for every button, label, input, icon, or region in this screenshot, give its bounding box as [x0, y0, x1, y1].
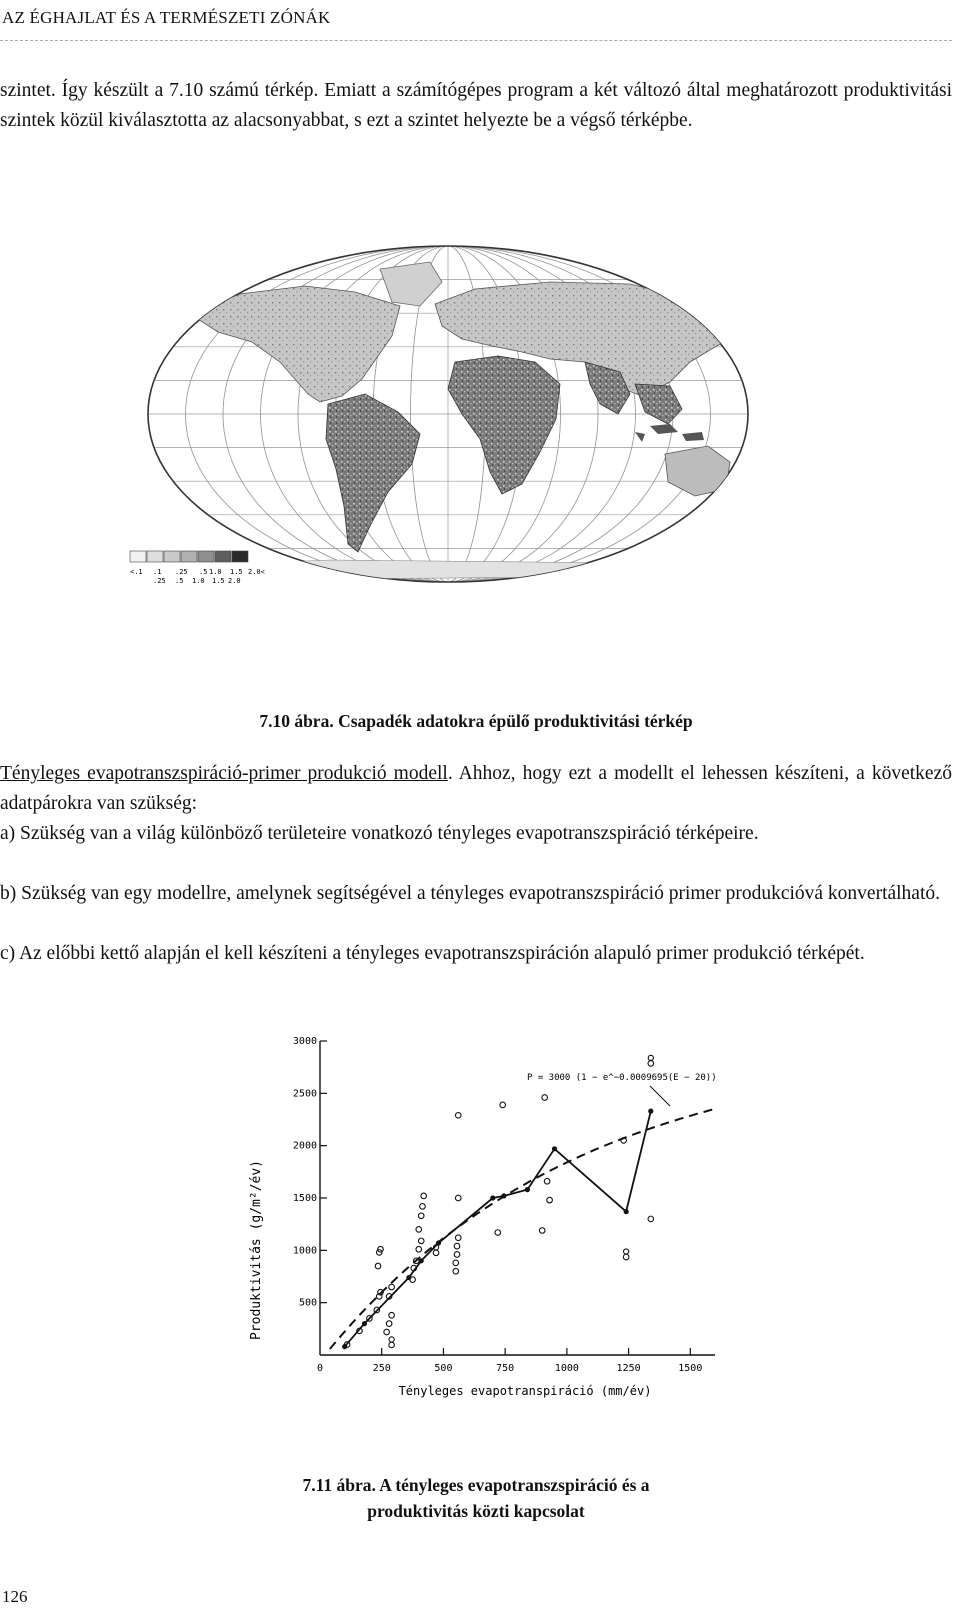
stacked-point-marker — [624, 1249, 629, 1254]
legend-label: <.1 — [130, 568, 143, 576]
legend-label: 1.5 — [212, 577, 225, 585]
line-point — [490, 1195, 495, 1200]
x-tick-label: 750 — [496, 1363, 515, 1374]
legend-swatch — [198, 551, 214, 562]
scatter-point — [410, 1277, 416, 1283]
line-point — [362, 1321, 367, 1326]
stacked-point-marker — [623, 1254, 629, 1260]
legend-label: .25 — [175, 568, 188, 576]
chart-ticks — [293, 1036, 702, 1374]
y-tick-label: 1500 — [292, 1193, 317, 1204]
x-tick-label: 500 — [434, 1363, 453, 1374]
legend-label: 2.0 — [228, 577, 241, 585]
scatter-point — [454, 1252, 460, 1258]
line-point — [501, 1193, 506, 1198]
header-title: AZ ÉGHAJLAT ÉS A TERMÉSZETI ZÓNÁK — [2, 8, 331, 27]
scatter-point — [416, 1227, 422, 1233]
figure-7-11-caption-line2: produktivitás közti kapcsolat — [367, 1501, 585, 1521]
legend-swatch — [164, 551, 180, 562]
x-tick-label: 1500 — [678, 1363, 703, 1374]
scatter-point — [418, 1238, 424, 1244]
scatter-point — [418, 1213, 424, 1219]
stacked-point-marker — [389, 1342, 395, 1348]
y-tick-label: 500 — [298, 1297, 317, 1309]
scatter-point — [648, 1216, 654, 1222]
model-title: Tényleges evapotranszspiráció-primer produkció modell — [0, 763, 448, 784]
running-header — [0, 4, 960, 42]
requirement-item-c: c) Az előbbi kettő alapján el kell készíteni a tényleges evapotranszspiráción alapuló primer produkció térképét. — [0, 943, 865, 964]
line-point — [648, 1109, 653, 1114]
productivity-legend — [130, 551, 265, 585]
x-axis-label: Tényleges evapotranspiráció (mm/év) — [398, 1384, 652, 1398]
y-tick-label: 3000 — [292, 1036, 317, 1047]
stacked-point-marker — [433, 1250, 439, 1256]
scatter-point — [389, 1312, 395, 1318]
scatter-point — [384, 1329, 390, 1335]
page-number: 126 — [2, 1587, 28, 1606]
formula-pointer — [650, 1086, 670, 1106]
scatter-point — [500, 1102, 506, 1108]
scatter-point — [416, 1246, 422, 1252]
y-tick-label: 1000 — [292, 1245, 317, 1257]
legend-swatch — [130, 551, 146, 562]
line-point — [552, 1146, 557, 1151]
scatter-point — [455, 1195, 461, 1201]
data-points — [344, 1055, 653, 1347]
africa — [448, 356, 560, 494]
requirement-item-a: a) Szükség van a világ különböző területeire vonatkozó tényleges evapotranszspiráció térképeire. — [0, 823, 759, 844]
indonesia-islands — [635, 424, 704, 442]
south-america — [326, 394, 420, 552]
scatter-point — [495, 1230, 501, 1236]
scatter-point — [454, 1243, 460, 1249]
scatter-point — [420, 1204, 426, 1210]
legend-swatch — [147, 551, 163, 562]
scatter-point — [539, 1228, 545, 1234]
model-curve — [330, 1109, 715, 1349]
scatter-point — [421, 1193, 427, 1199]
productivity-chart — [230, 1036, 730, 1445]
scatter-point — [455, 1113, 461, 1119]
greenland — [380, 262, 442, 306]
legend-label: .5 — [199, 568, 208, 576]
x-tick-label: 250 — [372, 1363, 391, 1374]
stacked-point-marker — [648, 1061, 654, 1067]
scatter-point — [455, 1235, 461, 1241]
stacked-point-marker — [648, 1055, 653, 1060]
figure-7-10-caption: 7.10 ábra. Csapadék adatokra épülő produktivitási térkép — [259, 711, 693, 731]
y-tick-label: 2500 — [292, 1088, 317, 1100]
x-tick-label: 0 — [316, 1363, 324, 1374]
scatter-point — [544, 1178, 550, 1184]
x-tick-label: 1250 — [616, 1363, 641, 1374]
intro-paragraph: szintet. Így készült a 7.10 számú térkép. Emiatt a számítógépes program a két változó által meghatározott produktivitási szintek közül kiválasztotta az alacsonyabbat, s ezt a szintet helyezte be a végső térképbe. — [0, 80, 952, 131]
legend-swatch — [215, 551, 231, 562]
line-point — [525, 1187, 530, 1192]
legend-label: 1.5 — [230, 568, 243, 576]
legend-label: 1.0 — [192, 577, 205, 585]
scatter-point — [375, 1263, 381, 1269]
scatter-point — [547, 1197, 553, 1203]
legend-label: 2.0< — [248, 568, 265, 576]
x-tick-label: 1000 — [554, 1363, 579, 1374]
figure-7-11-caption-line1: 7.11 ábra. A tényleges evapotranszspiráció és a — [302, 1475, 650, 1495]
legend-swatch — [232, 551, 248, 562]
scatter-point — [386, 1321, 392, 1327]
y-tick-label: 2000 — [292, 1140, 317, 1152]
stacked-point-marker — [389, 1337, 394, 1342]
header-divider — [0, 40, 952, 41]
model-formula: P = 3000 (1 − e^−0.0009695(E − 20)) — [527, 1073, 717, 1083]
australia — [665, 446, 730, 496]
legend-label: .1 — [153, 568, 162, 576]
legend-label: .5 — [175, 577, 184, 585]
requirement-item-b: b) Szükség van egy modellre, amelynek segítségével a tényleges evapotranszspiráció primer produkcióvá konvertálható. — [0, 883, 941, 904]
scatter-point — [389, 1284, 395, 1290]
scatter-point — [453, 1268, 459, 1274]
line-point — [624, 1209, 629, 1214]
scatter-point — [453, 1260, 459, 1266]
legend-label: 1.0 — [209, 568, 222, 576]
model-text: . Ahhoz, hogy ezt a modellt el lehessen készíteni, a következő adatpárokra van szükség: — [0, 763, 952, 814]
model-curve-path — [330, 1109, 715, 1349]
legend-label: .25 — [153, 577, 166, 585]
world-productivity-map — [130, 244, 770, 614]
figure-7-11-caption — [0, 1472, 952, 1524]
legend-swatch — [181, 551, 197, 562]
map-landmasses — [170, 262, 730, 580]
model-paragraph — [0, 759, 952, 819]
scatter-point — [542, 1095, 548, 1101]
y-axis-label: Produktivitás (g/m²/év) — [249, 1159, 264, 1341]
